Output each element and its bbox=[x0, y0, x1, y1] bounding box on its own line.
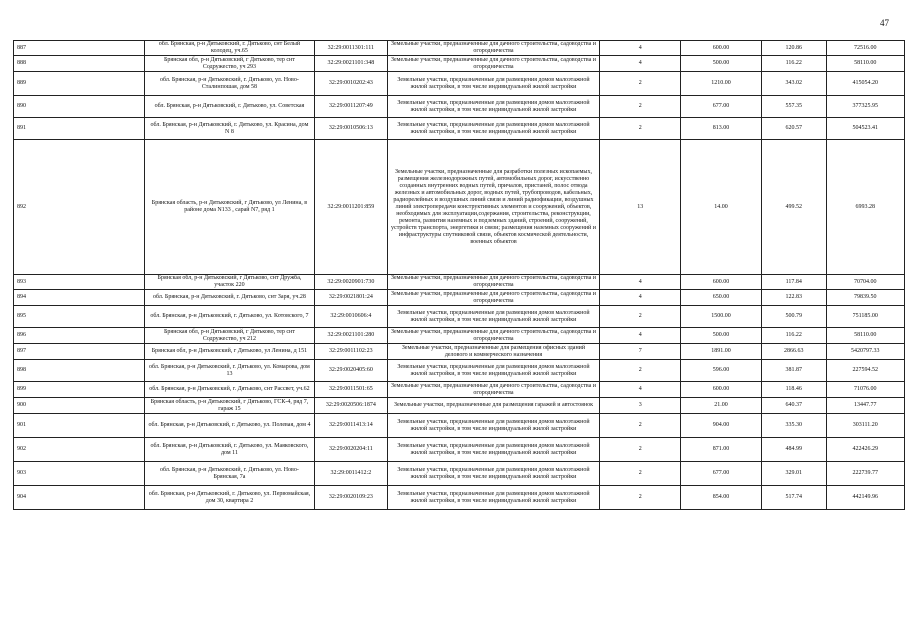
group-code-cell: 4 bbox=[600, 41, 681, 56]
cadastral-number-cell: 32:29:0020405:60 bbox=[315, 360, 387, 382]
address-cell: Брянская обл, р-н Дятьковский, г Дятьково, тер снт Содружество, уч 293 bbox=[144, 56, 314, 72]
land-use-cell: Земельные участки, предназначенные для размещения домов малоэтажной жилой застройки, в том числе индивидуальной жилой застройки bbox=[387, 486, 600, 510]
area-cell: 1210.00 bbox=[680, 72, 761, 96]
land-use-cell: Земельные участки, предназначенные для размещения домов малоэтажной жилой застройки, в том числе индивидуальной жилой застройки bbox=[387, 118, 600, 140]
group-code-cell: 2 bbox=[600, 438, 681, 462]
row-number: 888 bbox=[14, 56, 145, 72]
address-cell: обл. Брянская, р-н Дятьковский, г. Дятьково, ул. Советская bbox=[144, 96, 314, 118]
area-cell: 14.00 bbox=[680, 140, 761, 275]
address-cell: обл. Брянская, р-н Дятьковский, г. Дятьково, снт Рассвет, уч.62 bbox=[144, 382, 314, 398]
land-use-cell: Земельные участки, предназначенные для размещения гаражей и автостоянок bbox=[387, 398, 600, 414]
group-code-cell: 2 bbox=[600, 306, 681, 328]
row-number: 892 bbox=[14, 140, 145, 275]
land-use-cell: Земельные участки, предназначенные для дачного строительства, садоводства и огородничества bbox=[387, 275, 600, 290]
cadastral-number-cell: 32:29:0010606:4 bbox=[315, 306, 387, 328]
row-number: 893 bbox=[14, 275, 145, 290]
cadastral-number-cell: 32:29:0011201:859 bbox=[315, 140, 387, 275]
unit-value-cell: 117.84 bbox=[761, 275, 826, 290]
group-code-cell: 2 bbox=[600, 414, 681, 438]
cadastral-value-cell: 5420797.33 bbox=[826, 344, 904, 360]
address-cell: обл. Брянская, р-н Дятьковский, г. Дятьково, ул. Комарова, дом 13 bbox=[144, 360, 314, 382]
address-cell: обл. Брянская, р-н Дятьковский, г. Дятьково, ул. Красина, дом N 8 bbox=[144, 118, 314, 140]
land-use-cell: Земельные участки, предназначенные для размещения домов малоэтажной жилой застройки, в том числе индивидуальной жилой застройки bbox=[387, 72, 600, 96]
address-cell: обл. Брянская, р-н Дятьковский, г. Дятьково, ул. Котовского, 7 bbox=[144, 306, 314, 328]
cadastral-value-cell: 222739.77 bbox=[826, 462, 904, 486]
table-row bbox=[14, 118, 905, 140]
cadastral-value-cell: 13447.77 bbox=[826, 398, 904, 414]
table-row bbox=[14, 344, 905, 360]
cadastral-number-cell: 32:29:0011501:65 bbox=[315, 382, 387, 398]
land-use-cell: Земельные участки, предназначенные для размещения домов малоэтажной жилой застройки, в том числе индивидуальной жилой застройки bbox=[387, 462, 600, 486]
area-cell: 650.00 bbox=[680, 290, 761, 306]
address-cell: обл. Брянская, р-н Дятьковский, г. Дятьково, ул. Первомайская, дом 30, квартира 2 bbox=[144, 486, 314, 510]
row-number: 904 bbox=[14, 486, 145, 510]
group-code-cell: 4 bbox=[600, 328, 681, 344]
area-cell: 854.00 bbox=[680, 486, 761, 510]
row-number: 891 bbox=[14, 118, 145, 140]
address-cell: обл. Брянская, р-н Дятьковский, г. Дятьково, ул. Маяковского, дом 11 bbox=[144, 438, 314, 462]
land-use-cell: Земельные участки, предназначенные для размещения домов малоэтажной жилой застройки, в том числе индивидуальной жилой застройки bbox=[387, 438, 600, 462]
group-code-cell: 4 bbox=[600, 290, 681, 306]
group-code-cell: 13 bbox=[600, 140, 681, 275]
unit-value-cell: 116.22 bbox=[761, 56, 826, 72]
unit-value-cell: 557.35 bbox=[761, 96, 826, 118]
unit-value-cell: 620.57 bbox=[761, 118, 826, 140]
row-number: 902 bbox=[14, 438, 145, 462]
group-code-cell: 2 bbox=[600, 462, 681, 486]
area-cell: 596.00 bbox=[680, 360, 761, 382]
table-row bbox=[14, 486, 905, 510]
cadastral-value-cell: 442149.96 bbox=[826, 486, 904, 510]
address-cell: Брянская обл, р-н Дятьковский, г Дятьково, снт Дружба, участок 220 bbox=[144, 275, 314, 290]
cadastral-value-cell: 227594.52 bbox=[826, 360, 904, 382]
cadastral-value-cell: 504523.41 bbox=[826, 118, 904, 140]
group-code-cell: 4 bbox=[600, 56, 681, 72]
land-use-cell: Земельные участки, предназначенные для дачного строительства, садоводства и огородничества bbox=[387, 290, 600, 306]
cadastral-value-cell: 72516.00 bbox=[826, 41, 904, 56]
unit-value-cell: 484.99 bbox=[761, 438, 826, 462]
row-number: 901 bbox=[14, 414, 145, 438]
area-cell: 500.00 bbox=[680, 328, 761, 344]
area-cell: 813.00 bbox=[680, 118, 761, 140]
unit-value-cell: 116.22 bbox=[761, 328, 826, 344]
cadastral-value-cell: 71076.00 bbox=[826, 382, 904, 398]
cadastral-number-cell: 32:29:0021101:280 bbox=[315, 328, 387, 344]
area-cell: 500.00 bbox=[680, 56, 761, 72]
area-cell: 600.00 bbox=[680, 275, 761, 290]
group-code-cell: 4 bbox=[600, 382, 681, 398]
table-row bbox=[14, 140, 905, 275]
unit-value-cell: 517.74 bbox=[761, 486, 826, 510]
group-code-cell: 4 bbox=[600, 275, 681, 290]
row-number: 889 bbox=[14, 72, 145, 96]
group-code-cell: 3 bbox=[600, 398, 681, 414]
table-row bbox=[14, 438, 905, 462]
land-use-cell: Земельные участки, предназначенные для дачного строительства, садоводства и огородничества bbox=[387, 56, 600, 72]
cadastral-value-cell: 422426.29 bbox=[826, 438, 904, 462]
land-use-cell: Земельные участки, предназначенные для размещения офисных зданий делового и коммерческого назначения bbox=[387, 344, 600, 360]
row-number: 897 bbox=[14, 344, 145, 360]
cadastral-number-cell: 32:29:0011207:49 bbox=[315, 96, 387, 118]
address-cell: обл. Брянская, р-н Дятьковский, г. Дятьково, снт Заря, уч.28 bbox=[144, 290, 314, 306]
row-number: 899 bbox=[14, 382, 145, 398]
unit-value-cell: 640.37 bbox=[761, 398, 826, 414]
address-cell: Брянская область, р-н Дятьковский, г Дятьково, ул Ленина, в районе дома N133 , сарай N7, ряд 1 bbox=[144, 140, 314, 275]
unit-value-cell: 343.02 bbox=[761, 72, 826, 96]
unit-value-cell: 500.79 bbox=[761, 306, 826, 328]
address-cell: обл. Брянская, р-н Дятьковский, г. Дятьково, ул. Ново-Сталинпошая, дом 58 bbox=[144, 72, 314, 96]
cadastral-value-cell: 58110.00 bbox=[826, 328, 904, 344]
area-cell: 871.00 bbox=[680, 438, 761, 462]
cadastral-value-cell: 70704.00 bbox=[826, 275, 904, 290]
cadastral-number-cell: 32:29:0010202:43 bbox=[315, 72, 387, 96]
row-number: 895 bbox=[14, 306, 145, 328]
row-number: 898 bbox=[14, 360, 145, 382]
table-row bbox=[14, 306, 905, 328]
table-row bbox=[14, 398, 905, 414]
cadastral-number-cell: 32:29:0020506:1874 bbox=[315, 398, 387, 414]
cadastral-value-cell: 79839.50 bbox=[826, 290, 904, 306]
area-cell: 600.00 bbox=[680, 41, 761, 56]
unit-value-cell: 118.46 bbox=[761, 382, 826, 398]
address-cell: Брянская обл, р-н Дятьковский, г Дятьково, тер снт Содружество, уч 212 bbox=[144, 328, 314, 344]
unit-value-cell: 335.30 bbox=[761, 414, 826, 438]
area-cell: 600.00 bbox=[680, 382, 761, 398]
cadastral-number-cell: 32:29:0020901:730 bbox=[315, 275, 387, 290]
land-use-cell: Земельные участки, предназначенные для размещения домов малоэтажной жилой застройки, в том числе индивидуальной жилой застройки bbox=[387, 360, 600, 382]
unit-value-cell: 2866.63 bbox=[761, 344, 826, 360]
cadastral-number-cell: 32:29:0020204:11 bbox=[315, 438, 387, 462]
area-cell: 1500.00 bbox=[680, 306, 761, 328]
row-number: 887 bbox=[14, 41, 145, 56]
table-row bbox=[14, 41, 905, 56]
area-cell: 677.00 bbox=[680, 462, 761, 486]
cadastral-number-cell: 32:29:0020109:23 bbox=[315, 486, 387, 510]
land-use-cell: Земельные участки, предназначенные для разработки полезных ископаемых, размещения железнодорожных путей, автомобильных дорог, искусственно созданных внутренних водных путей, причалов, пристаней, полос отвода железных и автомобильных дорог, водных путей, трубопроводов, кабельных, радиорелейных и воздушных линий связи и линий радиофикации, воздушных линий электропередачи конструктивных элементов и сооружений, объектов, необходимых для эксплуатации,содержания, строительства, реконструкции, ремонта, развития наземных и подземных зданий, строений, сооружений, устройств транспорта, энергетики и связи; размещения наземных сооружений и инфраструктуры спутниковой связи, объектов космической деятельности, военных объектов bbox=[387, 140, 600, 275]
cadastral-number-cell: 32:29:0011413:14 bbox=[315, 414, 387, 438]
address-cell: обл. Брянская, р-н Дятьковский, г. Дятьково, снт Белый колодец, уч.65 bbox=[144, 41, 314, 56]
cadastral-value-cell: 58110.00 bbox=[826, 56, 904, 72]
group-code-cell: 7 bbox=[600, 344, 681, 360]
area-cell: 21.00 bbox=[680, 398, 761, 414]
unit-value-cell: 329.01 bbox=[761, 462, 826, 486]
page-number: 47 bbox=[880, 18, 889, 28]
area-cell: 1891.00 bbox=[680, 344, 761, 360]
table-row bbox=[14, 414, 905, 438]
cadastral-value-table bbox=[13, 40, 905, 510]
area-cell: 904.00 bbox=[680, 414, 761, 438]
address-cell: Брянская область, р-н Дятьковский, г Дятьково, ГСК-4, ряд 7, гараж 15 bbox=[144, 398, 314, 414]
group-code-cell: 2 bbox=[600, 118, 681, 140]
row-number: 903 bbox=[14, 462, 145, 486]
unit-value-cell: 120.86 bbox=[761, 41, 826, 56]
cadastral-value-cell: 6993.28 bbox=[826, 140, 904, 275]
row-number: 890 bbox=[14, 96, 145, 118]
unit-value-cell: 499.52 bbox=[761, 140, 826, 275]
table-row bbox=[14, 275, 905, 290]
cadastral-value-cell: 377325.95 bbox=[826, 96, 904, 118]
table-row bbox=[14, 328, 905, 344]
land-use-cell: Земельные участки, предназначенные для дачного строительства, садоводства и огородничества bbox=[387, 382, 600, 398]
cadastral-value-cell: 303111.20 bbox=[826, 414, 904, 438]
group-code-cell: 2 bbox=[600, 96, 681, 118]
table-row bbox=[14, 360, 905, 382]
cadastral-value-cell: 751185.00 bbox=[826, 306, 904, 328]
cadastral-number-cell: 32:29:0021801:24 bbox=[315, 290, 387, 306]
unit-value-cell: 381.87 bbox=[761, 360, 826, 382]
area-cell: 677.00 bbox=[680, 96, 761, 118]
address-cell: Брянская обл, р-н Дятьковский, г Дятьково, ул Ленина, д 151 bbox=[144, 344, 314, 360]
table-row bbox=[14, 96, 905, 118]
group-code-cell: 2 bbox=[600, 72, 681, 96]
land-use-cell: Земельные участки, предназначенные для дачного строительства, садоводства и огородничества bbox=[387, 41, 600, 56]
table-row bbox=[14, 462, 905, 486]
table-row bbox=[14, 382, 905, 398]
table-row bbox=[14, 56, 905, 72]
row-number: 900 bbox=[14, 398, 145, 414]
cadastral-number-cell: 32:29:0011412:2 bbox=[315, 462, 387, 486]
row-number: 896 bbox=[14, 328, 145, 344]
land-use-cell: Земельные участки, предназначенные для дачного строительства, садоводства и огородничества bbox=[387, 328, 600, 344]
cadastral-number-cell: 32:29:0021101:348 bbox=[315, 56, 387, 72]
land-use-cell: Земельные участки, предназначенные для размещения домов малоэтажной жилой застройки, в том числе индивидуальной жилой застройки bbox=[387, 414, 600, 438]
group-code-cell: 2 bbox=[600, 360, 681, 382]
land-use-cell: Земельные участки, предназначенные для размещения домов малоэтажной жилой застройки, в том числе индивидуальной жилой застройки bbox=[387, 306, 600, 328]
row-number: 894 bbox=[14, 290, 145, 306]
cadastral-value-cell: 415054.20 bbox=[826, 72, 904, 96]
address-cell: обл. Брянская, р-н Дятьковский, г. Дятьково, ул. Полевая, дом 4 bbox=[144, 414, 314, 438]
address-cell: обл. Брянская, р-н Дятьковский, г. Дятьково, ул. Ново-Брянская, 7а bbox=[144, 462, 314, 486]
land-use-cell: Земельные участки, предназначенные для размещения домов малоэтажной жилой застройки, в том числе индивидуальной жилой застройки bbox=[387, 96, 600, 118]
unit-value-cell: 122.83 bbox=[761, 290, 826, 306]
cadastral-number-cell: 32:29:0010506:13 bbox=[315, 118, 387, 140]
cadastral-number-cell: 32:29:0011102:23 bbox=[315, 344, 387, 360]
group-code-cell: 2 bbox=[600, 486, 681, 510]
table-row bbox=[14, 290, 905, 306]
cadastral-number-cell: 32:29:0011301:111 bbox=[315, 41, 387, 56]
table-row bbox=[14, 72, 905, 96]
